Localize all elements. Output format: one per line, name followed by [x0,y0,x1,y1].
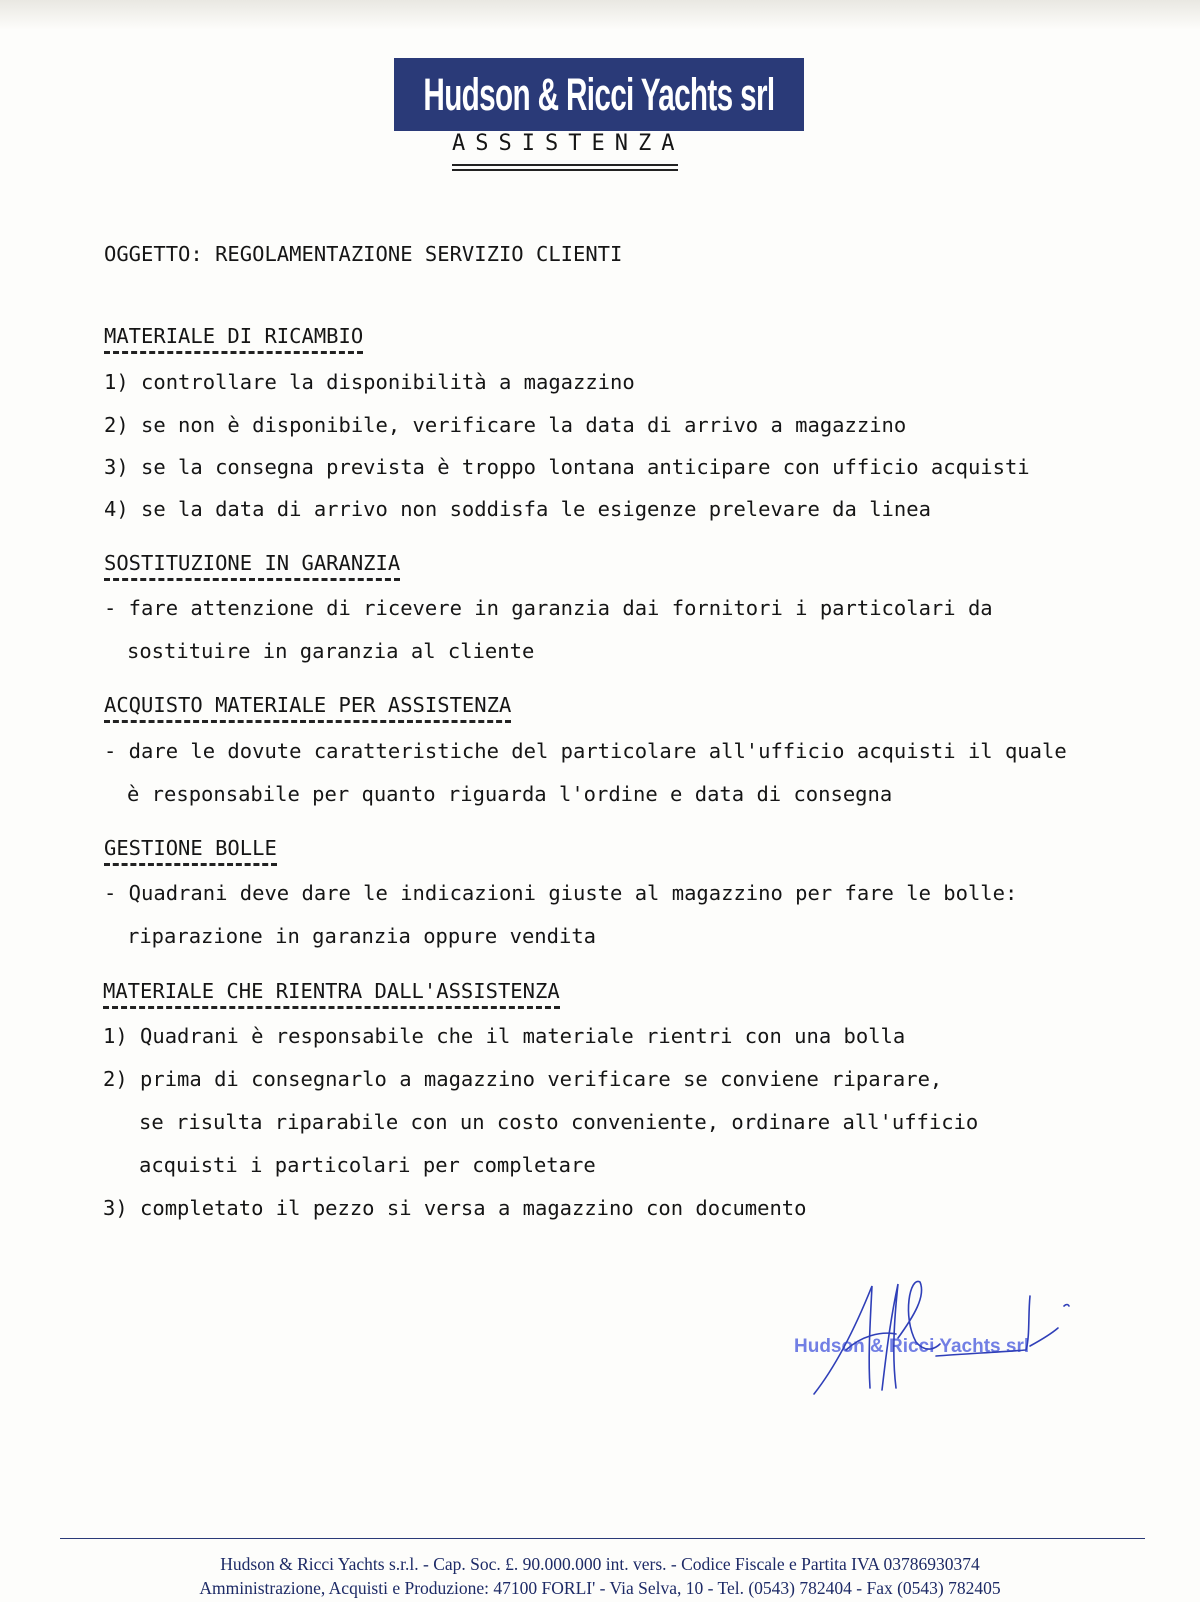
footer-company-line: Hudson & Ricci Yachts s.r.l. - Cap. Soc. £. 90.000.000 int. vers. - Codice Fiscale e Partita IVA 03786930374 [220,1554,980,1574]
ricambio-item-1: 1) controllare la disponibilità a magazzino [104,370,635,394]
rientro-item-2-cont-2: acquisti i particolari per completare [139,1153,596,1177]
ricambio-item-3: 3) se la consegna prevista è troppo lontana anticipare con ufficio acquisti [104,455,1030,479]
acquisto-line-1: - dare le dovute caratteristiche del particolare all'ufficio acquisti il quale [104,739,1067,763]
ricambio-item-4: 4) se la data di arrivo non soddisfa le esigenze prelevare da linea [104,497,931,521]
department-title: ASSISTENZA [452,131,685,156]
ricambio-item-2: 2) se non è disponibile, verificare la data di arrivo a magazzino [104,413,907,437]
company-logo-text: Hudson & Ricci Yachts srl [423,68,775,120]
rientro-item-2: 2) prima di consegnarlo a magazzino verificare se conviene riparare, [103,1067,943,1091]
signature-graphic [786,1276,1076,1406]
section-heading-rientro: MATERIALE CHE RIENTRA DALL'ASSISTENZA [103,979,560,1009]
footer-address-line: Amministrazione, Acquisti e Produzione: 47100 FORLI' - Via Selva, 10 - Tel. (0543) 782404 - Fax (0543) 782405 [199,1578,1001,1598]
rientro-item-2-cont-1: se risulta riparabile con un costo conveniente, ordinare all'ufficio [139,1110,979,1134]
section-heading-bolle: GESTIONE BOLLE [104,836,277,866]
garanzia-line-1: - fare attenzione di ricevere in garanzia dai fornitori i particolari da [104,596,993,620]
footer-rule [60,1538,1145,1539]
company-logo [394,58,804,131]
section-heading-ricambio: MATERIALE DI RICAMBIO [104,324,363,354]
section-heading-garanzia: SOSTITUZIONE IN GARANZIA [104,551,400,581]
bolle-line-1: - Quadrani deve dare le indicazioni giuste al magazzino per fare le bolle: [104,881,1018,905]
acquisto-line-2: è responsabile per quanto riguarda l'ordine e data di consegna [127,782,893,806]
scan-edge-shadow [0,0,1200,30]
rientro-item-3: 3) completato il pezzo si versa a magazzino con documento [103,1196,807,1220]
bolle-line-2: riparazione in garanzia oppure vendita [127,924,596,948]
garanzia-line-2: sostituire in garanzia al cliente [127,639,535,663]
signature-stamp [786,1276,1076,1406]
stamp-text: Hudson & Ricci Yachts srl [794,1336,1030,1357]
rientro-item-1: 1) Quadrani è responsabile che il materiale rientri con una bolla [103,1024,906,1048]
department-double-rule [452,164,678,171]
subject-line: OGGETTO: REGOLAMENTAZIONE SERVIZIO CLIENTI [104,242,623,266]
section-heading-acquisto: ACQUISTO MATERIALE PER ASSISTENZA [104,693,511,723]
